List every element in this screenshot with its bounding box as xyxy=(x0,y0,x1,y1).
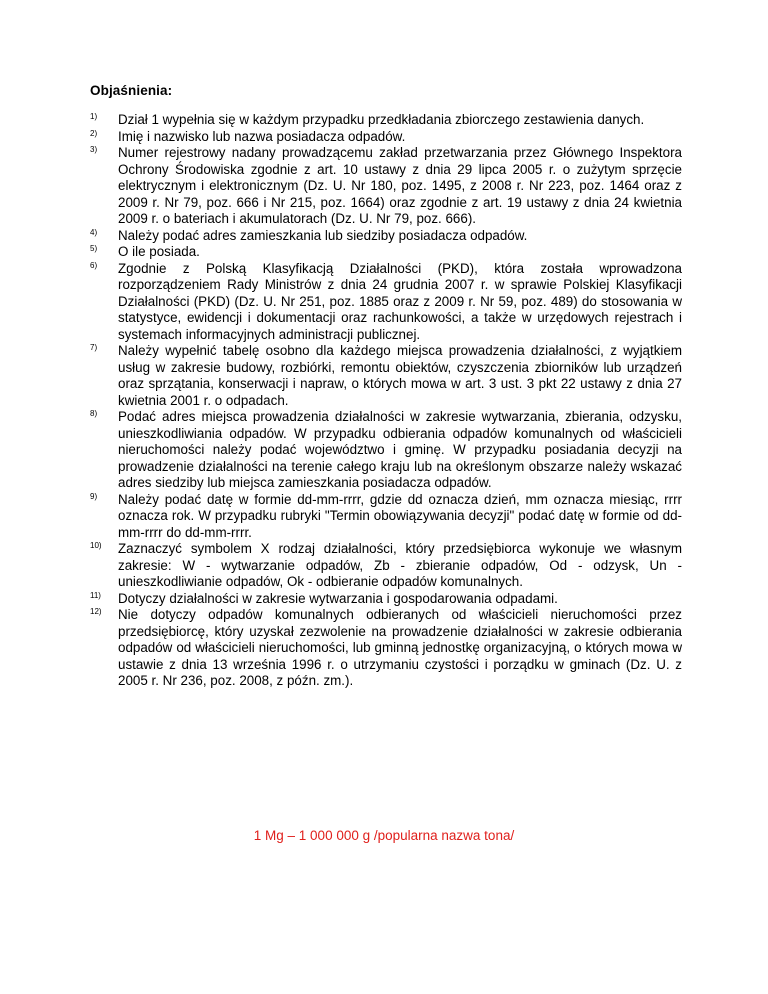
footnote-3 xyxy=(90,145,682,228)
footnote-number: 12) xyxy=(90,607,102,616)
footnote-6 xyxy=(90,261,682,344)
footnote-text: O ile posiada. xyxy=(118,244,200,259)
footnotes-list xyxy=(90,112,682,690)
footnote-text: Imię i nazwisko lub nazwa posiadacza odpadów. xyxy=(118,128,406,144)
footnote-text: Zgodnie z Polską Klasyfikacją Działalności (PKD), która została wprowadzona rozporządzeniem Rady Ministrów z dnia 24 grudnia 2007 r. w sprawie Polskiej Klasyfikacji Działalności (PKD) (Dz. U. Nr 251, poz. 1885 oraz z 2009 r. Nr 59, poz. 489) do stosowania w statystyce, ewidencji i dokumentacji oraz rachunkowości, a także w urzędowych rejestrach i systemach informacyjnych administracji publicznej. xyxy=(118,260,682,342)
footnote-text: Dział 1 wypełnia się w każdym przypadku przedkładania zbiorczego zestawienia danych. xyxy=(118,112,645,127)
footnote-5 xyxy=(90,244,682,261)
footnote-12 xyxy=(90,607,682,690)
footnote-text: Należy podać adres zamieszkania lub siedziby posiadacza odpadów. xyxy=(118,227,528,243)
footnote-number: 6) xyxy=(90,260,98,270)
footnote-number: 7) xyxy=(90,343,98,352)
footnote-text: Należy wypełnić tabelę osobno dla każdego miejsca prowadzenia działalności, z wyjątkiem usług w zakresie budowy, rozbiórki, remontu obiektów, czyszczenia zbiorników lub urządzeń oraz sprzątania, konserwacji i napraw, o których mowa w art. 3 ust. 3 pkt 22 ustawy z dnia 27 kwietnia 2001 r. o odpadach. xyxy=(118,343,682,408)
footnote-8 xyxy=(90,409,682,492)
footnote-2 xyxy=(90,129,682,146)
footnote-number: 1) xyxy=(90,112,98,121)
footnote-text: Dotyczy działalności w zakresie wytwarzania i gospodarowania odpadami. xyxy=(118,590,558,606)
footnote-text: Numer rejestrowy nadany prowadzącemu zakład przetwarzania przez Głównego Inspektora Ochrony Środowiska zgodnie z art. 10 ustawy z dnia 29 lipca 2005 r. o zużytym sprzęcie elektrycznym i elektronicznym (Dz. U. Nr 180, poz. 1495, z 2008 r. Nr 223, poz. 1464 oraz z 2009 r. Nr 79, poz. 666 i Nr 215, poz. 1664) oraz zgodnie z art. 19 ustawy z dnia 24 kwietnia 2009 r. o bateriach i akumulatorach (Dz. U. Nr 79, poz. 666). xyxy=(118,145,682,226)
footnote-11 xyxy=(90,591,682,608)
footnote-number: 9) xyxy=(90,491,98,501)
footnote-4 xyxy=(90,228,682,245)
footnote-number: 11) xyxy=(90,590,101,600)
footnote-number: 2) xyxy=(90,128,98,138)
footnote-9 xyxy=(90,492,682,542)
footnote-number: 5) xyxy=(90,244,98,253)
footnote-7 xyxy=(90,343,682,409)
footnote-number: 10) xyxy=(90,541,102,550)
footnote-text: Zaznaczyć symbolem X rodzaj działalności, który przedsiębiorca wykonuje we własnym zakresie: W - wytwarzanie odpadów, Zb - zbieranie odpadów, Od - odzysk, Un - unieszkodliwianie odpadów, Ok - odbieranie odpadów komunalnych. xyxy=(118,541,682,589)
footnote-number: 8) xyxy=(90,409,98,418)
page-heading: Objaśnienia: xyxy=(90,83,173,98)
footnote-text: Nie dotyczy odpadów komunalnych odbieranych od właścicieli nieruchomości przez przedsiębiorcę, który uzyskał zezwolenie na prowadzenie działalności w zakresie odbierania odpadów od właścicieli nieruchomości, lub gminną jednostkę organizacyjną, o których mowa w ustawie z dnia 13 września 1996 r. o utrzymaniu czystości i porządku w gminach (Dz. U. z 2005 r. Nr 236, poz. 2008, z późn. zm.). xyxy=(118,607,682,688)
footnote-text: Należy podać datę w formie dd-mm-rrrr, gdzie dd oznacza dzień, mm oznacza miesiąc, rrrr oznacza rok. W przypadku rubryki "Termin obowiązywania decyzji" podać datę w formie od dd-mm-rrrr do dd-mm-rrrr. xyxy=(118,491,682,540)
footnote-number: 3) xyxy=(90,145,98,154)
footnote-10 xyxy=(90,541,682,591)
unit-conversion-note: 1 Mg – 1 000 000 g /popularna nazwa tona/ xyxy=(253,828,515,843)
footnote-text: Podać adres miejsca prowadzenia działalności w zakresie wytwarzania, zbierania, odzysku, unieszkodliwiania odpadów. W przypadku odbierania odpadów komunalnych od właścicieli nieruchomości należy podać województwo i gminę. W przypadku posiadania decyzji na prowadzenie działalności na terenie całego kraju lub na określonym obszarze należy wskazać adres siedziby lub miejsca zamieszkania posiadacza odpadów. xyxy=(118,409,682,490)
footnote-1 xyxy=(90,112,682,129)
footnote-number: 4) xyxy=(90,227,98,237)
